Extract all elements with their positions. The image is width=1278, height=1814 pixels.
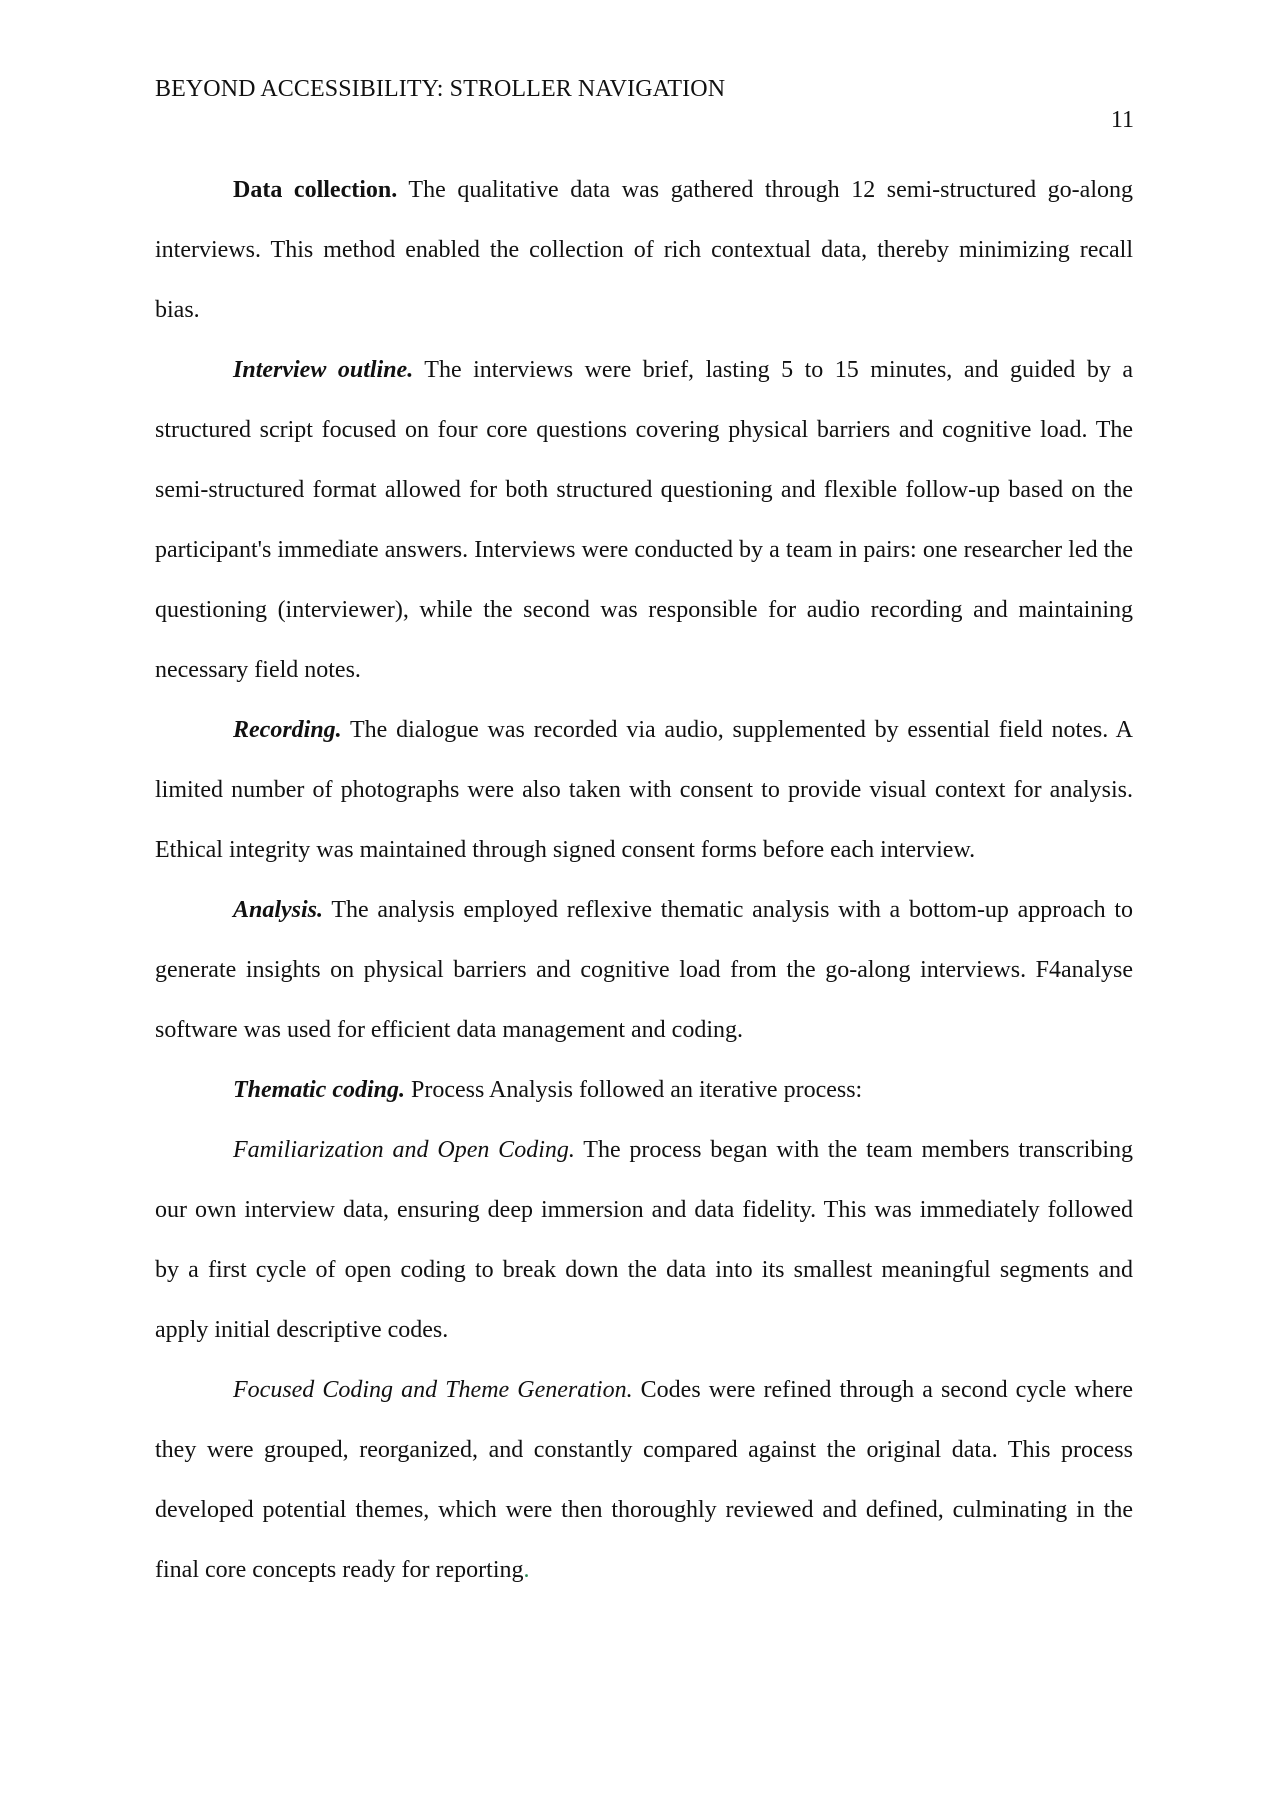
end-mark: . [523, 1557, 530, 1583]
heading-recording: Recording. [233, 717, 342, 743]
paragraph-interview-outline [155, 340, 1133, 700]
heading-interview-outline: Interview outline. [233, 357, 414, 383]
heading-data-collection: Data collection. [233, 177, 398, 203]
text-familiarization: The process began with the team members transcribing our own interview data, ensuring deep immersion and data fidelity. This was immediately followed by a first cycle of open coding to break down the data into its smallest meaningful segments and apply initial descriptive codes. [155, 1137, 1133, 1343]
text-focused-coding: Codes were refined through a second cycle where they were grouped, reorganized, and constantly compared against the original data. This process developed potential themes, which were then thoroughly reviewed and defined, culminating in the final core concepts ready for reporting [155, 1377, 1134, 1583]
text-interview-outline: The interviews were brief, lasting 5 to 15 minutes, and guided by a structured script focused on four core questions covering physical barriers and cognitive load. The semi-structured format allowed for both structured questioning and flexible follow-up based on the participant's immediate answers. Interviews were conducted by a team in pairs: one researcher led the questioning (interviewer), while the second was responsible for audio recording and maintaining necessary field notes. [155, 357, 1133, 683]
paragraph-analysis [155, 880, 1133, 1060]
paragraph-thematic-coding [155, 1060, 1133, 1120]
text-thematic-coding: Process Analysis followed an iterative process: [404, 1077, 863, 1103]
heading-familiarization: Familiarization and Open Coding. [233, 1137, 575, 1163]
text-data-collection: The qualitative data was gathered through 12 semi-structured go-along interviews. This method enabled the collection of rich contextual data, thereby minimizing recall bias. [155, 177, 1133, 323]
text-analysis: The analysis employed reflexive thematic analysis with a bottom-up approach to generate insights on physical barriers and cognitive load from the go-along interviews. F4analyse software was used for efficient data management and coding. [155, 897, 1133, 1043]
heading-thematic-coding: Thematic coding. [233, 1077, 405, 1103]
text-recording: The dialogue was recorded via audio, supplemented by essential field notes. A limited number of photographs were also taken with consent to provide visual context for analysis. Ethical integrity was maintained through signed consent forms before each interview. [155, 717, 1133, 863]
paragraph-familiarization [155, 1120, 1133, 1360]
paragraph-recording [155, 700, 1133, 880]
body-text [155, 160, 1133, 1600]
running-head: BEYOND ACCESSIBILITY: STROLLER NAVIGATION [155, 76, 726, 102]
heading-analysis: Analysis. [233, 897, 324, 923]
heading-focused-coding: Focused Coding and Theme Generation. [233, 1377, 633, 1403]
paragraph-focused-coding [155, 1360, 1133, 1600]
page-number: 11 [1110, 107, 1134, 133]
paragraph-data-collection [155, 160, 1133, 340]
